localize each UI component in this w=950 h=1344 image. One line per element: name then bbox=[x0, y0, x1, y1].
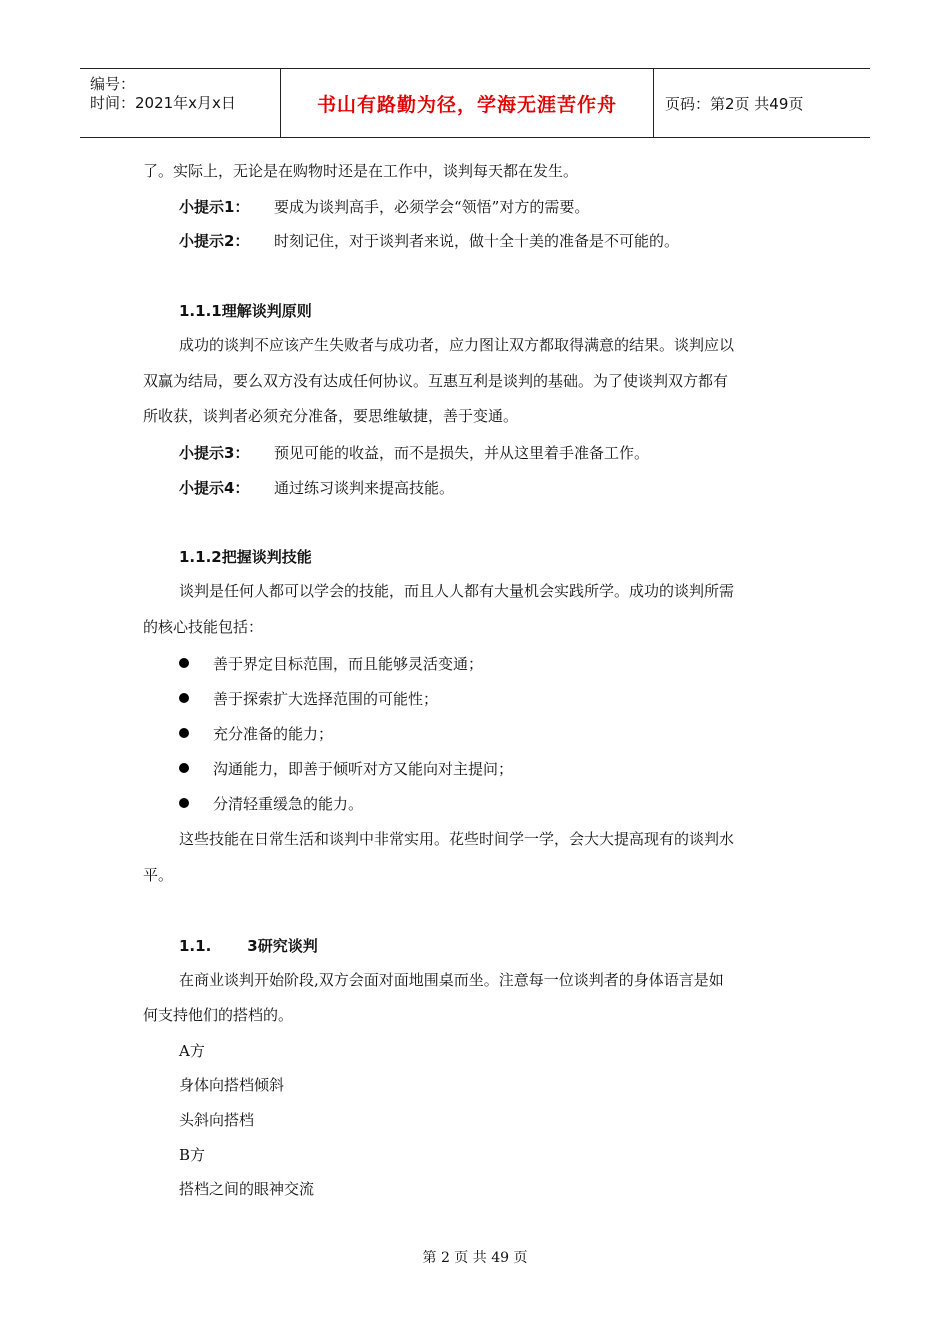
paragraph-line: 成功的谈判不应该产生失败者与成功者，应力图让双方都取得满意的结果。谈判应以 bbox=[179, 336, 735, 354]
paragraph-line: 双赢为结局，要么双方没有达成任何协议。互惠互利是谈判的基础。为了使谈判双方都有 bbox=[143, 372, 729, 390]
party-a-label: A方 bbox=[179, 1042, 205, 1060]
page-info: 页码：第2页 共49页 bbox=[665, 94, 804, 113]
bullet-icon bbox=[179, 728, 189, 738]
page-header bbox=[80, 68, 870, 138]
motto: 书山有路勤为径，学海无涯苦作舟 bbox=[316, 93, 617, 116]
bullet-icon bbox=[179, 693, 189, 703]
bullet-icon bbox=[179, 798, 189, 808]
paragraph-line: 在商业谈判开始阶段,双方会面对面地围桌而坐。注意每一位谈判者的身体语言是如 bbox=[179, 971, 724, 989]
party-b-item: 搭档之间的眼神交流 bbox=[179, 1180, 315, 1198]
party-a-item: 头斜向搭档 bbox=[179, 1111, 255, 1129]
list-item bbox=[179, 653, 483, 674]
list-item bbox=[179, 793, 363, 814]
tip-2 bbox=[179, 231, 849, 251]
number-label: 编号： bbox=[90, 75, 136, 93]
section-heading-1-1-1: 1.1.1理解谈判原则 bbox=[179, 302, 312, 320]
section-title: 3研究谈判 bbox=[247, 937, 318, 955]
date-label: 时间：2021年x月x日 bbox=[90, 94, 236, 112]
tip-3-label: 小提示3： bbox=[179, 444, 250, 462]
section-heading-1-1-3 bbox=[179, 935, 318, 956]
bullet-icon bbox=[179, 658, 189, 668]
paragraph-line: 平。 bbox=[143, 866, 174, 884]
page-footer: 第 2 页 共 49 页 bbox=[422, 1250, 528, 1266]
party-b-label: B方 bbox=[179, 1146, 206, 1164]
header-meta bbox=[80, 69, 281, 137]
list-item-text: 沟通能力，即善于倾听对方又能向对主提问； bbox=[213, 760, 514, 778]
bullet-icon bbox=[179, 763, 189, 773]
tip-4-text: 通过练习谈判来提高技能。 bbox=[274, 479, 455, 497]
tip-2-text: 时刻记住，对于谈判者来说，做十全十美的准备是不可能的。 bbox=[274, 232, 680, 250]
list-item-text: 分清轻重缓急的能力。 bbox=[213, 795, 364, 813]
intro-paragraph: 了。实际上，无论是在购物时还是在工作中，谈判每天都在发生。 bbox=[143, 162, 579, 180]
paragraph-line: 这些技能在日常生活和谈判中非常实用。花些时间学一学，会大大提高现有的谈判水 bbox=[179, 830, 735, 848]
header-page-cell bbox=[654, 69, 870, 137]
tip-4 bbox=[179, 478, 849, 498]
paragraph-line: 所收获，谈判者必须充分准备，要思维敏捷，善于变通。 bbox=[143, 407, 519, 425]
tip-2-label: 小提示2： bbox=[179, 232, 250, 250]
header-motto-cell bbox=[281, 69, 654, 137]
party-a-item: 身体向搭档倾斜 bbox=[179, 1076, 285, 1094]
paragraph-line: 谈判是任何人都可以学会的技能，而且人人都有大量机会实践所学。成功的谈判所需 bbox=[179, 582, 735, 600]
tip-3-text: 预见可能的收益，而不是损失，并从这里着手准备工作。 bbox=[274, 444, 650, 462]
list-item bbox=[179, 688, 438, 709]
section-number: 1.1. bbox=[179, 937, 212, 955]
tip-4-label: 小提示4： bbox=[179, 479, 250, 497]
section-heading-1-1-2: 1.1.2把握谈判技能 bbox=[179, 548, 312, 566]
tip-1 bbox=[179, 197, 849, 217]
paragraph-line: 何支持他们的搭档的。 bbox=[143, 1006, 294, 1024]
tip-3 bbox=[179, 443, 849, 463]
list-item bbox=[179, 723, 333, 744]
list-item-text: 充分准备的能力； bbox=[213, 725, 334, 743]
paragraph-line: 的核心技能包括： bbox=[143, 618, 264, 636]
list-item-text: 善于界定目标范围，而且能够灵活变通； bbox=[213, 655, 484, 673]
tip-1-text: 要成为谈判高手，必须学会“领悟”对方的需要。 bbox=[274, 198, 590, 216]
tip-1-label: 小提示1： bbox=[179, 198, 250, 216]
list-item-text: 善于探索扩大选择范围的可能性； bbox=[213, 690, 439, 708]
list-item bbox=[179, 758, 513, 779]
